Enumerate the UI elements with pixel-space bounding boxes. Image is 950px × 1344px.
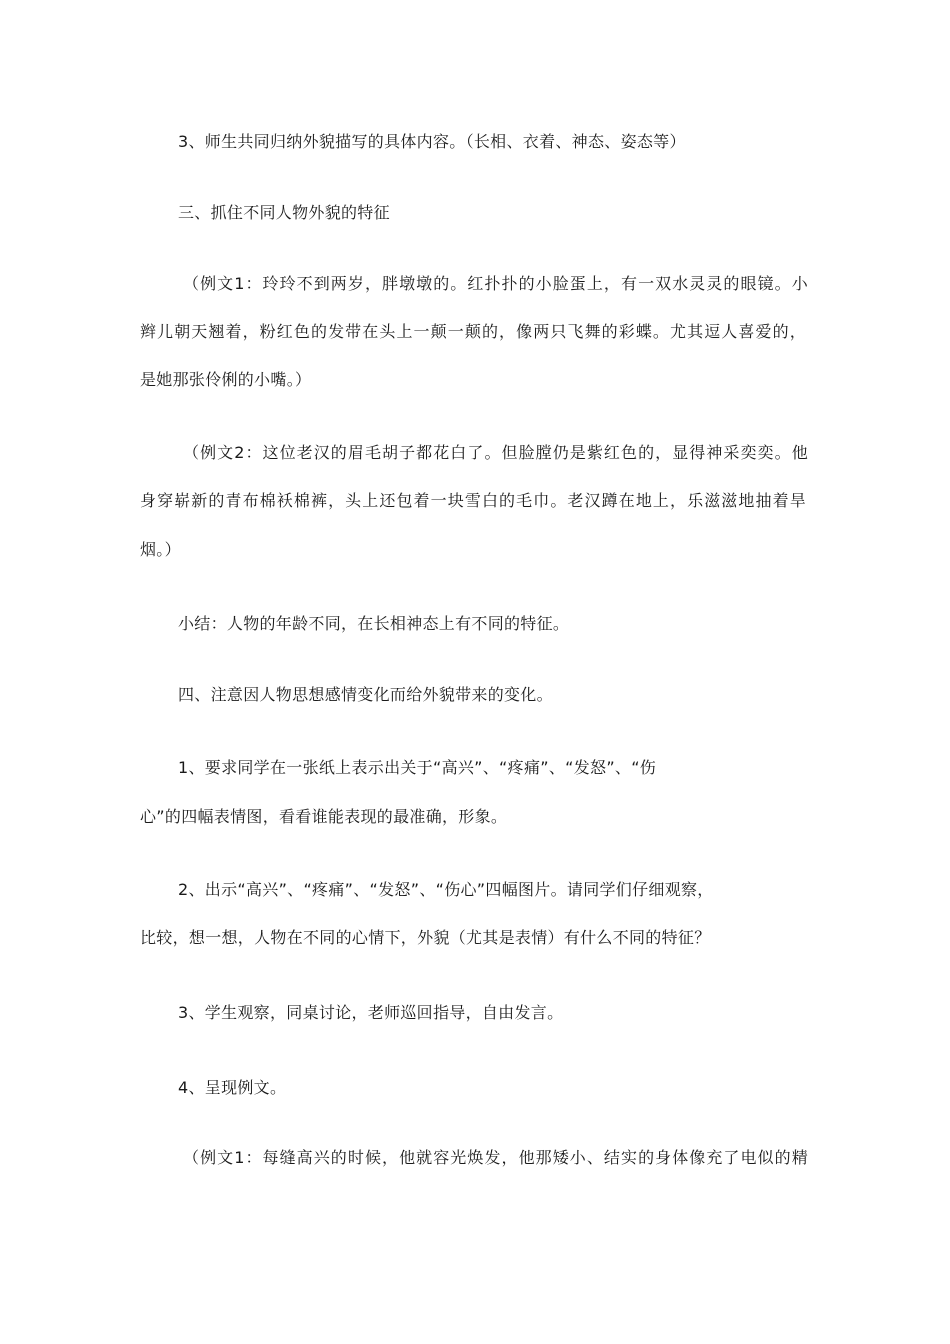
- step-2-line-1: 2、出示“高兴”、“疼痛”、“发怒”、“伤心”四幅图片。请同学们仔细观察，: [178, 880, 714, 899]
- section-heading-3: 三、抓住不同人物外貌的特征: [178, 203, 390, 222]
- example-1-line-1: （例文1：玲玲不到两岁，胖墩墩的。红扑扑的小脸蛋上，有一双水灵灵的眼镜。小: [183, 274, 808, 293]
- paragraph-step-3-summary: 3、师生共同归纳外貌描写的具体内容。（长相、衣着、神态、姿态等）: [178, 132, 686, 151]
- step-1-line-2: 心”的四幅表情图，看看谁能表现的最准确，形象。: [140, 807, 508, 826]
- step-1-line-1: 1、要求同学在一张纸上表示出关于“高兴”、“疼痛”、“发怒”、“伤: [178, 758, 657, 777]
- step-2-line-2: 比较，想一想，人物在不同的心情下，外貌（尤其是表情）有什么不同的特征？: [140, 928, 711, 947]
- example-2-line-1: （例文2：这位老汉的眉毛胡子都花白了。但脸膛仍是紫红色的，显得神采奕奕。他: [183, 443, 808, 462]
- example-3-line-1: （例文1：每缝高兴的时候，他就容光焕发，他那矮小、结实的身体像充了电似的精: [183, 1148, 808, 1167]
- example-1-line-2: 辫儿朝天翘着，粉红色的发带在头上一颠一颠的，像两只飞舞的彩蝶。尤其逗人喜爱的，: [140, 322, 806, 341]
- step-4-paragraph: 4、呈现例文。: [178, 1078, 287, 1097]
- summary-paragraph: 小结：人物的年龄不同，在长相神态上有不同的特征。: [178, 614, 570, 633]
- section-heading-4: 四、注意因人物思想感情变化而给外貌带来的变化。: [178, 685, 553, 704]
- step-3-paragraph: 3、学生观察，同桌讨论，老师巡回指导，自由发言。: [178, 1003, 564, 1022]
- example-1-line-3: 是她那张伶俐的小嘴。）: [140, 370, 312, 389]
- example-2-line-3: 烟。）: [140, 540, 181, 559]
- example-2-line-2: 身穿崭新的青布棉袄棉裤，头上还包着一块雪白的毛巾。老汉蹲在地上，乐滋滋地抽着旱: [140, 491, 806, 510]
